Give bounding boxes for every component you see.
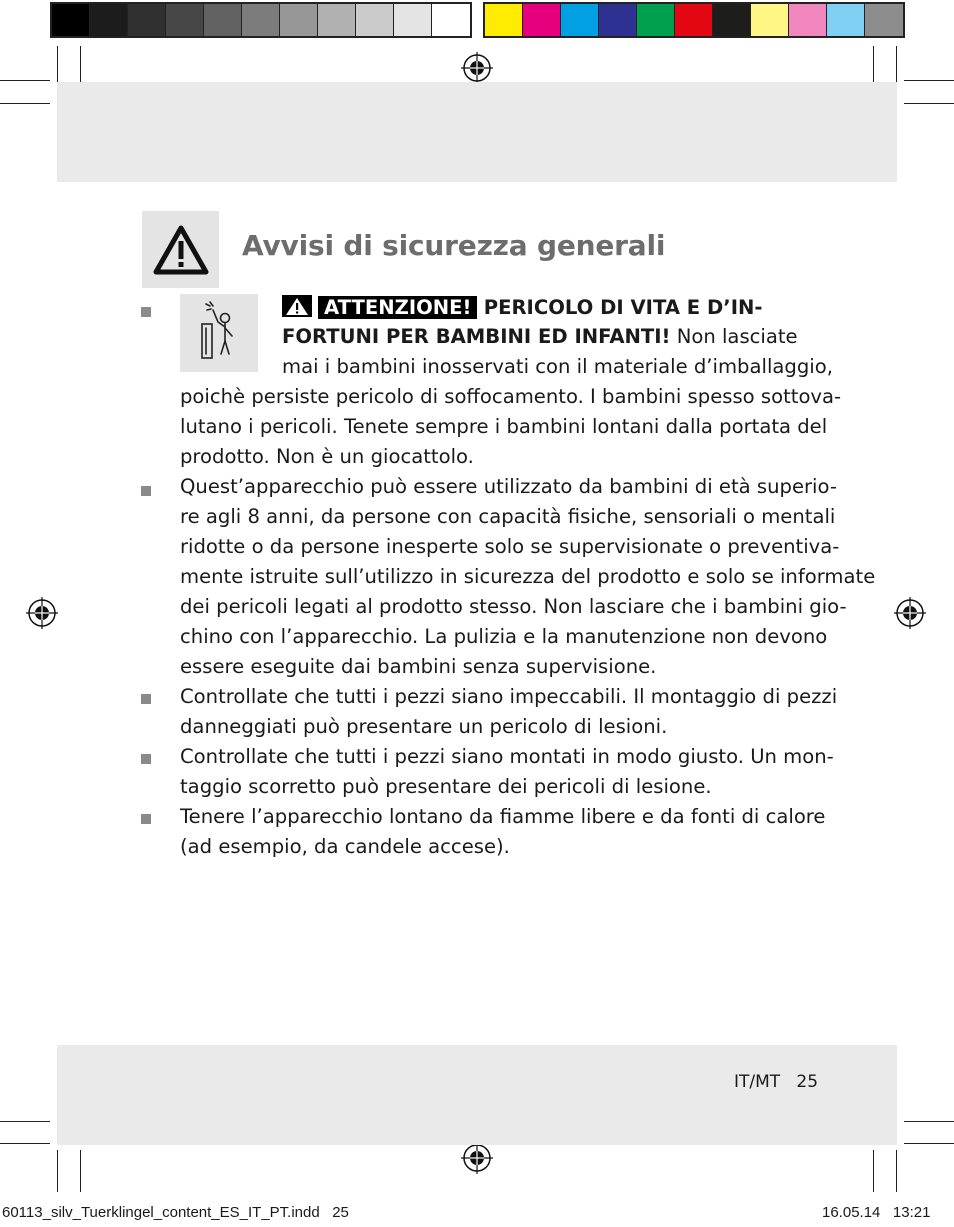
color-swatch [713, 4, 751, 36]
color-swatch [432, 4, 470, 36]
text-line: Quest’apparecchio può essere utilizzato da bambini di età superio- [180, 475, 837, 498]
color-swatch [865, 4, 903, 36]
crop-mark [904, 103, 954, 104]
heading-warning-box [142, 211, 219, 288]
child-safety-box [180, 294, 258, 372]
grayscale-swatch-bar [50, 2, 472, 38]
crop-mark [57, 1150, 58, 1192]
crop-mark [896, 1150, 897, 1192]
warning-triangle-icon [152, 224, 210, 276]
warning-heading-cont: FORTUNI PER BAMBINI ED INFANTI! [282, 325, 671, 348]
crop-mark [80, 1150, 81, 1192]
header-band [57, 82, 897, 182]
list-bullet [141, 814, 151, 824]
crop-mark [0, 103, 50, 104]
list-bullet [141, 486, 151, 496]
color-swatch [485, 4, 523, 36]
text-line: (ad esempio, da candele accese). [180, 835, 510, 858]
list-bullet [141, 694, 151, 704]
text-line: danneggiati può presentare un pericolo di lesioni. [180, 715, 668, 738]
crop-mark [904, 80, 954, 81]
crop-mark [904, 1143, 954, 1144]
text-line: taggio scorretto può presentare dei pericoli di lesione. [180, 775, 712, 798]
crop-mark [873, 46, 874, 86]
process-color-swatch-bar [483, 2, 905, 38]
text-line: re agli 8 anni, da persone con capacità fisiche, sensoriali o mentali [180, 505, 836, 528]
color-swatch [637, 4, 675, 36]
registration-mark-icon [894, 597, 926, 629]
text-line [282, 325, 798, 348]
color-swatch [280, 4, 318, 36]
text-line: lutano i pericoli. Tenete sempre i bambini lontani dalla portata del [180, 415, 828, 438]
color-swatch [523, 4, 561, 36]
text-line [282, 295, 763, 319]
warning-triangle-icon [282, 295, 312, 317]
attention-badge: ATTENZIONE! [318, 296, 477, 319]
text-line: Controllate che tutti i pezzi siano impeccabili. Il montaggio di pezzi [180, 685, 838, 708]
color-swatch [356, 4, 394, 36]
text-line: dei pericoli legati al prodotto stesso. Non lasciare che i bambini gio- [180, 595, 847, 618]
color-swatch [599, 4, 637, 36]
text-fragment: Non lasciate [670, 325, 798, 348]
color-swatch [204, 4, 242, 36]
text-line: essere eseguite dai bambini senza supervisione. [180, 655, 657, 678]
color-swatch [90, 4, 128, 36]
color-swatch [242, 4, 280, 36]
crop-mark [904, 1121, 954, 1122]
footer-datetime: 16.05.14 13:21 [822, 1204, 931, 1221]
text-line: chino con l’apparecchio. La pulizia e la manutenzione non devono [180, 625, 828, 648]
color-swatch [561, 4, 599, 36]
warning-heading: PERICOLO DI VITA E D’IN- [483, 296, 763, 319]
page-title: Avvisi di sicurezza generali [242, 229, 666, 262]
text-line: Tenere l’apparecchio lontano da fiamme libere e da fonti di calore [180, 805, 826, 828]
crop-mark [0, 1143, 50, 1144]
text-line: ridotte o da persone inesperte solo se supervisionate o preventiva- [180, 535, 840, 558]
footer-filename: 60113_silv_Tuerklingel_content_ES_IT_PT.indd 25 [2, 1204, 349, 1221]
child-safety-icon [180, 294, 258, 372]
color-swatch [128, 4, 166, 36]
list-bullet [141, 754, 151, 764]
text-line: Controllate che tutti i pezzi siano montati in modo giusto. Un mon- [180, 745, 834, 768]
color-swatch [52, 4, 90, 36]
crop-mark [0, 1121, 50, 1122]
registration-mark-icon [461, 52, 493, 84]
color-swatch [166, 4, 204, 36]
color-swatch [318, 4, 356, 36]
color-swatch [827, 4, 865, 36]
color-swatch [394, 4, 432, 36]
text-line: prodotto. Non è un giocattolo. [180, 445, 474, 468]
registration-mark-icon [26, 597, 58, 629]
registration-mark-icon [461, 1142, 493, 1174]
text-line: mente istruite sull’utilizzo in sicurezza del prodotto e solo se informate [180, 565, 876, 588]
footer-band [57, 1045, 897, 1145]
crop-mark [57, 46, 58, 86]
crop-mark [873, 1150, 874, 1192]
color-swatch [789, 4, 827, 36]
text-line: mai i bambini inosservati con il materiale d’imballaggio, [282, 355, 833, 378]
color-swatch [751, 4, 789, 36]
crop-mark [0, 80, 50, 81]
list-bullet [141, 307, 151, 317]
page-number: IT/MT 25 [734, 1072, 819, 1092]
color-swatch [675, 4, 713, 36]
crop-mark [896, 46, 897, 86]
crop-mark [80, 46, 81, 86]
text-line: poichè persiste pericolo di soffocamento. I bambini spesso sottova- [180, 385, 842, 408]
